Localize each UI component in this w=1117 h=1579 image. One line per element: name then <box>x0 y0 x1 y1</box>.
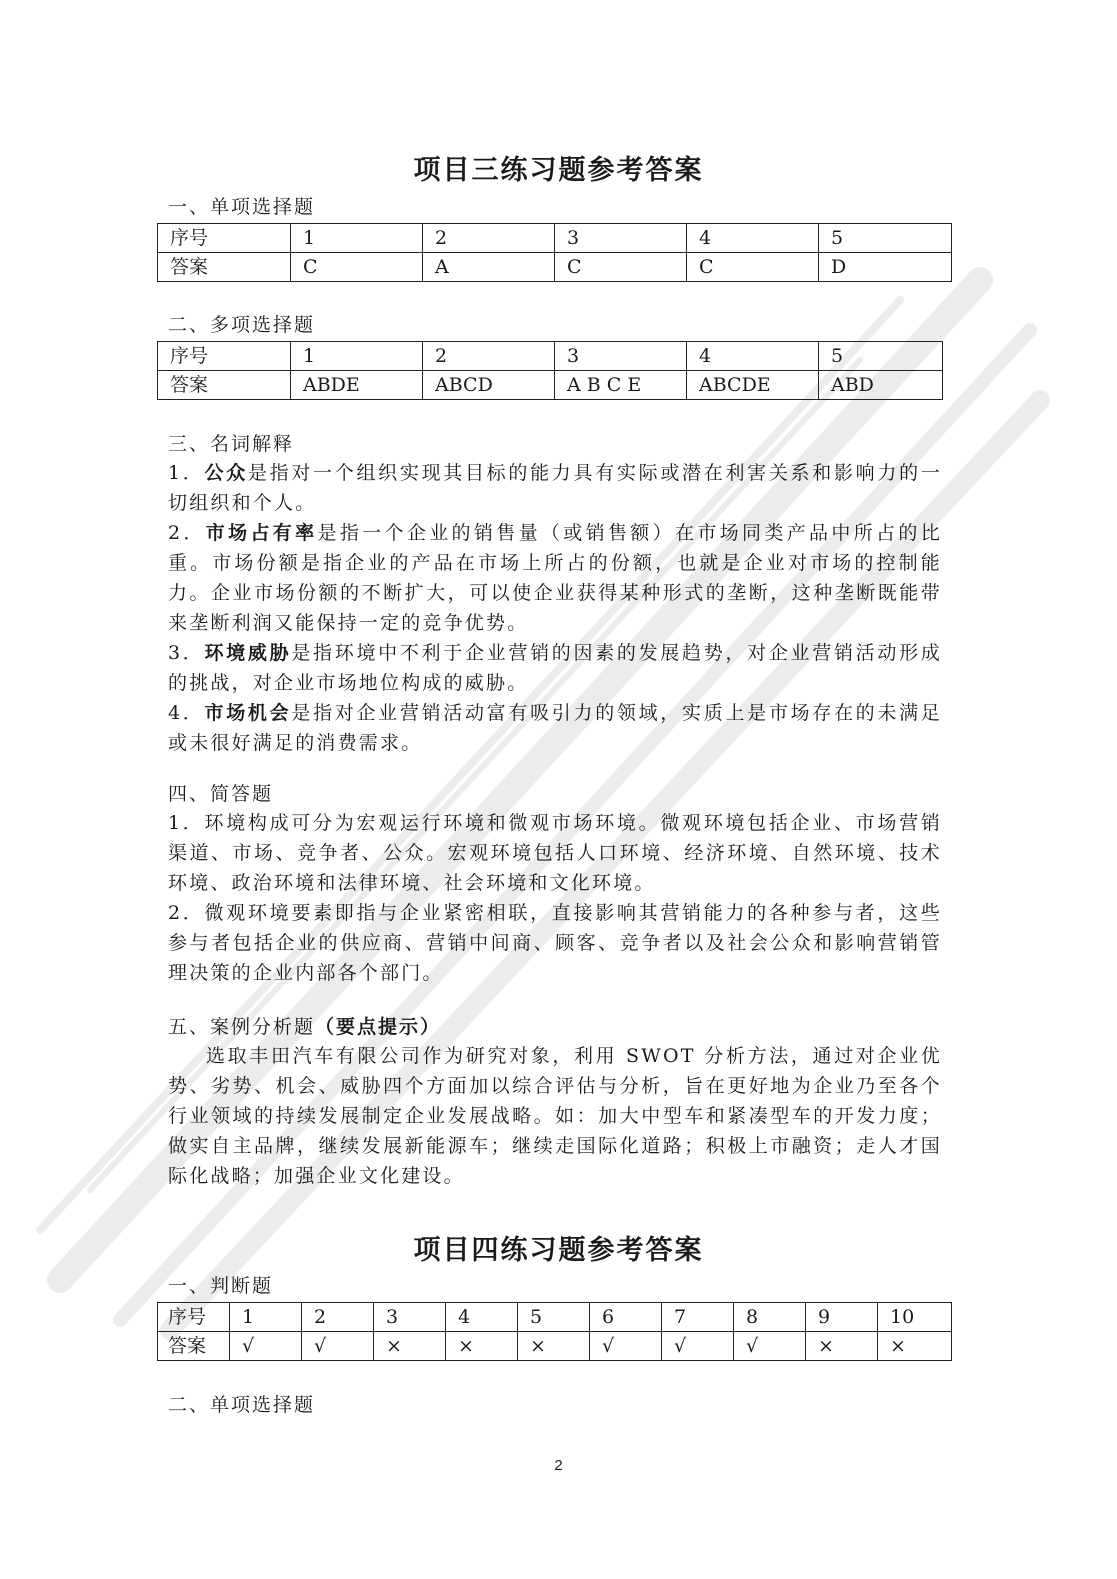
heading-terms: 三、名词解释 <box>168 433 295 455</box>
table-cell: 3 <box>374 1303 446 1332</box>
page-number: 2 <box>554 1457 563 1474</box>
table-cell: × <box>374 1332 446 1361</box>
table-cell: 5 <box>819 224 952 253</box>
answer-item: 1．环境构成可分为宏观运行环境和微观市场环境。微观环境包括企业、市场营销渠道、市场、竞争者、公众。宏观环境包括人口环境、经济环境、自然环境、技术环境、政治环境和法律环境、社会环境和文化环境。 <box>168 812 942 894</box>
heading-single-choice-p4: 二、单项选择题 <box>168 1394 316 1416</box>
table-row <box>158 253 952 282</box>
term-item: 1．公众是指对一个组织实现其目标的能力具有实际或潜在利害关系和影响力的一切组织和个人。 <box>168 462 942 514</box>
table-row <box>158 1332 952 1361</box>
table-cell: √ <box>230 1332 302 1361</box>
case-analysis-text: 选取丰田汽车有限公司作为研究对象，利用 SWOT 分析方法，通过对企业优势、劣势、机会、威胁四个方面加以综合评估与分析，旨在更好地为企业乃至各个行业领域的持续发展制定企业发展战略。如：加大中型车和紧凑型车的开发力度；做实自主品牌，继续发展新能源车；继续走国际化道路；积极上市融资；走人才国际化战略；加强企业文化建设。 <box>168 1045 942 1187</box>
term-name: 公众 <box>204 462 248 484</box>
heading-single-choice: 一、单项选择题 <box>168 196 316 218</box>
table-cell: 9 <box>806 1303 878 1332</box>
heading-true-false: 一、判断题 <box>168 1275 274 1297</box>
heading-case-analysis: 五、案例分析题（要点提示） <box>168 1016 442 1038</box>
table-row <box>158 371 943 400</box>
table-cell: √ <box>734 1332 806 1361</box>
term-name: 市场占有率 <box>205 522 318 544</box>
table-cell: 3 <box>555 224 687 253</box>
table-cell: 6 <box>590 1303 662 1332</box>
table-row <box>158 342 943 371</box>
term-name: 市场机会 <box>204 702 292 724</box>
table-cell: √ <box>302 1332 374 1361</box>
table-cell: 序号 <box>158 342 291 371</box>
term-item: 2．市场占有率是指一个企业的销售量（或销售额）在市场同类产品中所占的比重。市场份额是指企业的产品在市场上所占的份额，也就是企业对市场的控制能力。企业市场份额的不断扩大，可以使企业获得某种形式的垄断，这种垄断既能带来垄断利润又能保持一定的竞争优势。 <box>168 522 942 634</box>
table-cell: 序号 <box>158 224 291 253</box>
answer-item: 2．微观环境要素即指与企业紧密相联，直接影响其营销能力的各种参与者，这些参与者包括企业的供应商、营销中间商、顾客、竞争者以及社会公众和影响营销管理决策的企业内部各个部门。 <box>168 902 942 984</box>
table-cell: C <box>291 253 423 282</box>
table-cell: 1 <box>291 224 423 253</box>
table-cell: 8 <box>734 1303 806 1332</box>
table-cell: ABCDE <box>687 371 819 400</box>
term-name: 环境威胁 <box>204 642 292 664</box>
section-title-project-4: 项目四练习题参考答案 <box>413 1235 704 1266</box>
term-item: 3．环境威胁是指环境中不利于企业营销的因素的发展趋势，对企业营销活动形成的挑战，对企业市场地位构成的威胁。 <box>168 642 942 694</box>
table-cell: ABDE <box>291 371 423 400</box>
table-cell: C <box>687 253 819 282</box>
heading-short-answer: 四、简答题 <box>168 783 274 805</box>
table-cell: 1 <box>230 1303 302 1332</box>
table-cell: × <box>446 1332 518 1361</box>
table-cell: 5 <box>819 342 943 371</box>
table-cell: 2 <box>423 224 555 253</box>
term-item: 4．市场机会是指对企业营销活动富有吸引力的领域，实质上是市场存在的未满足或未很好满足的消费需求。 <box>168 702 942 754</box>
table-cell: 答案 <box>158 253 291 282</box>
multi-choice-table <box>157 341 943 400</box>
table-cell: A B C E <box>555 371 687 400</box>
table-cell: √ <box>590 1332 662 1361</box>
section-title-project-3: 项目三练习题参考答案 <box>413 155 704 186</box>
table-cell: 10 <box>878 1303 952 1332</box>
table-cell: ABCD <box>423 371 555 400</box>
table-cell: 2 <box>423 342 555 371</box>
table-cell: × <box>878 1332 952 1361</box>
table-cell: × <box>518 1332 590 1361</box>
table-cell: 答案 <box>158 371 291 400</box>
table-cell: × <box>806 1332 878 1361</box>
table-cell: 序号 <box>158 1303 230 1332</box>
table-cell: 4 <box>687 224 819 253</box>
short-answer-list <box>168 808 942 988</box>
table-cell: 答案 <box>158 1332 230 1361</box>
terms-list <box>168 458 942 758</box>
single-choice-table <box>157 223 952 282</box>
table-cell: 2 <box>302 1303 374 1332</box>
heading-multi-choice: 二、多项选择题 <box>168 314 316 336</box>
table-cell: 4 <box>446 1303 518 1332</box>
table-cell: 1 <box>291 342 423 371</box>
table-cell: 4 <box>687 342 819 371</box>
table-cell: 5 <box>518 1303 590 1332</box>
table-cell: A <box>423 253 555 282</box>
table-row <box>158 224 952 253</box>
table-cell: √ <box>662 1332 734 1361</box>
table-cell: ABD <box>819 371 943 400</box>
table-row <box>158 1303 952 1332</box>
table-cell: 7 <box>662 1303 734 1332</box>
table-cell: C <box>555 253 687 282</box>
true-false-table <box>157 1302 952 1361</box>
table-cell: 3 <box>555 342 687 371</box>
table-cell: D <box>819 253 952 282</box>
